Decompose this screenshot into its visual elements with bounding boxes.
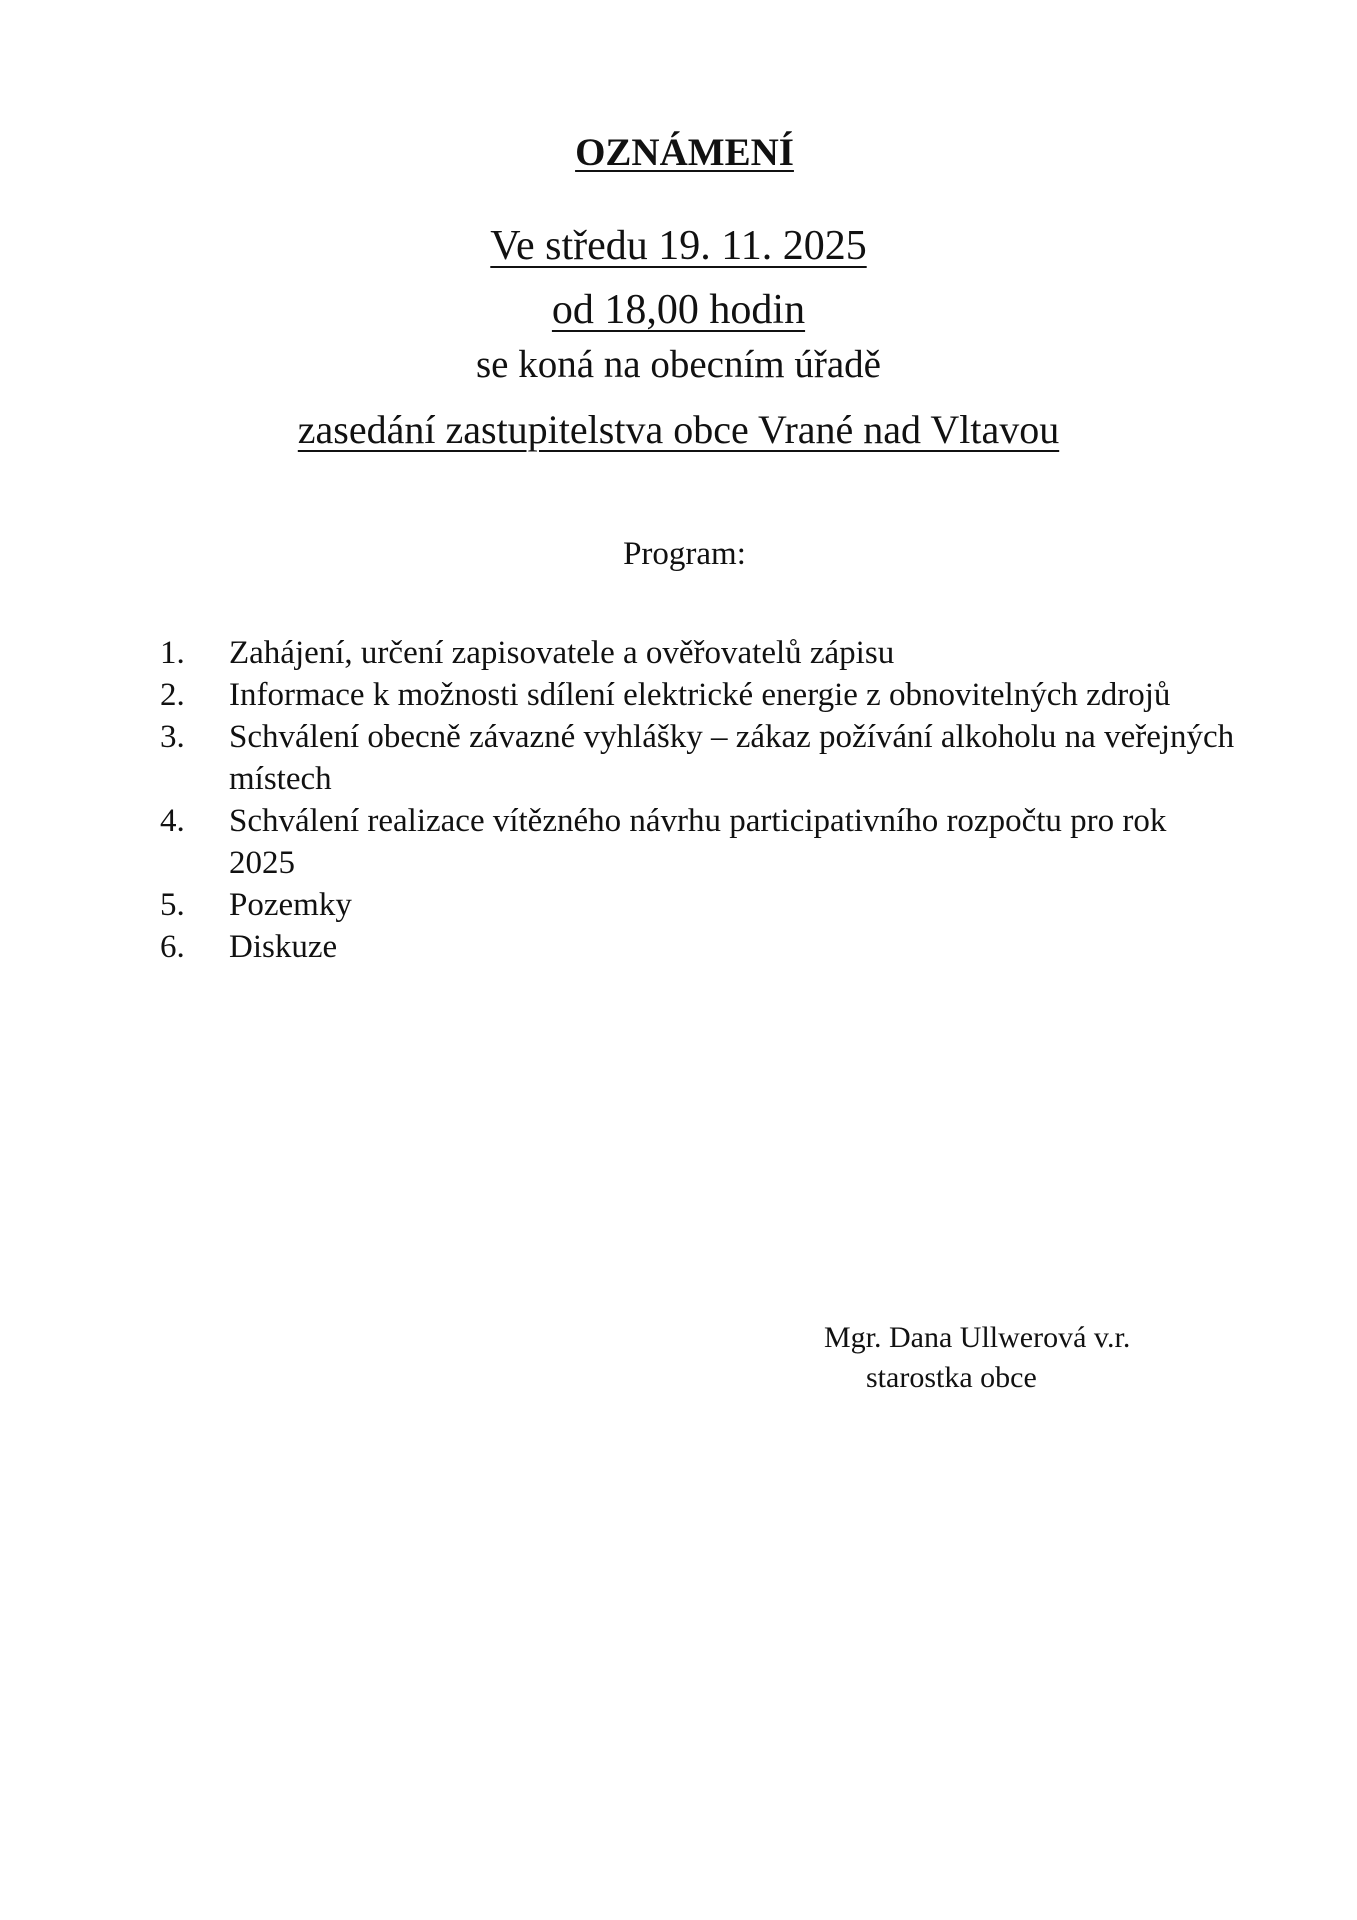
agenda-item-number: 5. <box>160 887 185 923</box>
notice-title: OZNÁMENÍ <box>575 131 794 174</box>
signature-block <box>824 1318 1130 1398</box>
agenda-item-text: Zahájení, určení zapisovatele a ověřovatelů zápisu <box>229 635 895 671</box>
agenda-item <box>160 800 1240 884</box>
agenda-item <box>160 716 1240 800</box>
meeting-place: se koná na obecním úřadě <box>475 343 881 386</box>
signatory-name: Mgr. Dana Ullwerová v.r. <box>824 1321 1131 1354</box>
agenda-item-text: Schválení realizace vítězného návrhu participativního rozpočtu pro rok 2025 <box>229 803 1167 881</box>
agenda-item-text: Schválení obecně závazné vyhlášky – zákaz požívání alkoholu na veřejných místech <box>229 719 1235 797</box>
agenda-item-text: Informace k možnosti sdílení elektrické energie z obnovitelných zdrojů <box>229 677 1171 713</box>
agenda-item-number: 6. <box>160 929 185 965</box>
agenda-item-number: 4. <box>160 803 185 839</box>
agenda-item <box>160 926 1240 968</box>
meeting-date: Ve středu 19. 11. 2025 <box>490 223 867 269</box>
program-label: Program: <box>623 536 746 572</box>
agenda-item-text: Pozemky <box>229 887 352 923</box>
agenda-item <box>160 674 1240 716</box>
agenda-item <box>160 884 1240 926</box>
agenda-item-number: 1. <box>160 635 185 671</box>
meeting-time: od 18,00 hodin <box>551 287 806 333</box>
agenda-item-text: Diskuze <box>229 929 338 965</box>
agenda-list <box>160 632 1240 968</box>
agenda-item-number: 2. <box>160 677 185 713</box>
signatory-role: starostka obce <box>866 1361 1037 1394</box>
meeting-subject: zasedání zastupitelstva obce Vrané nad Vltavou <box>297 407 1060 452</box>
agenda-item <box>160 632 1240 674</box>
agenda-item-number: 3. <box>160 719 185 755</box>
